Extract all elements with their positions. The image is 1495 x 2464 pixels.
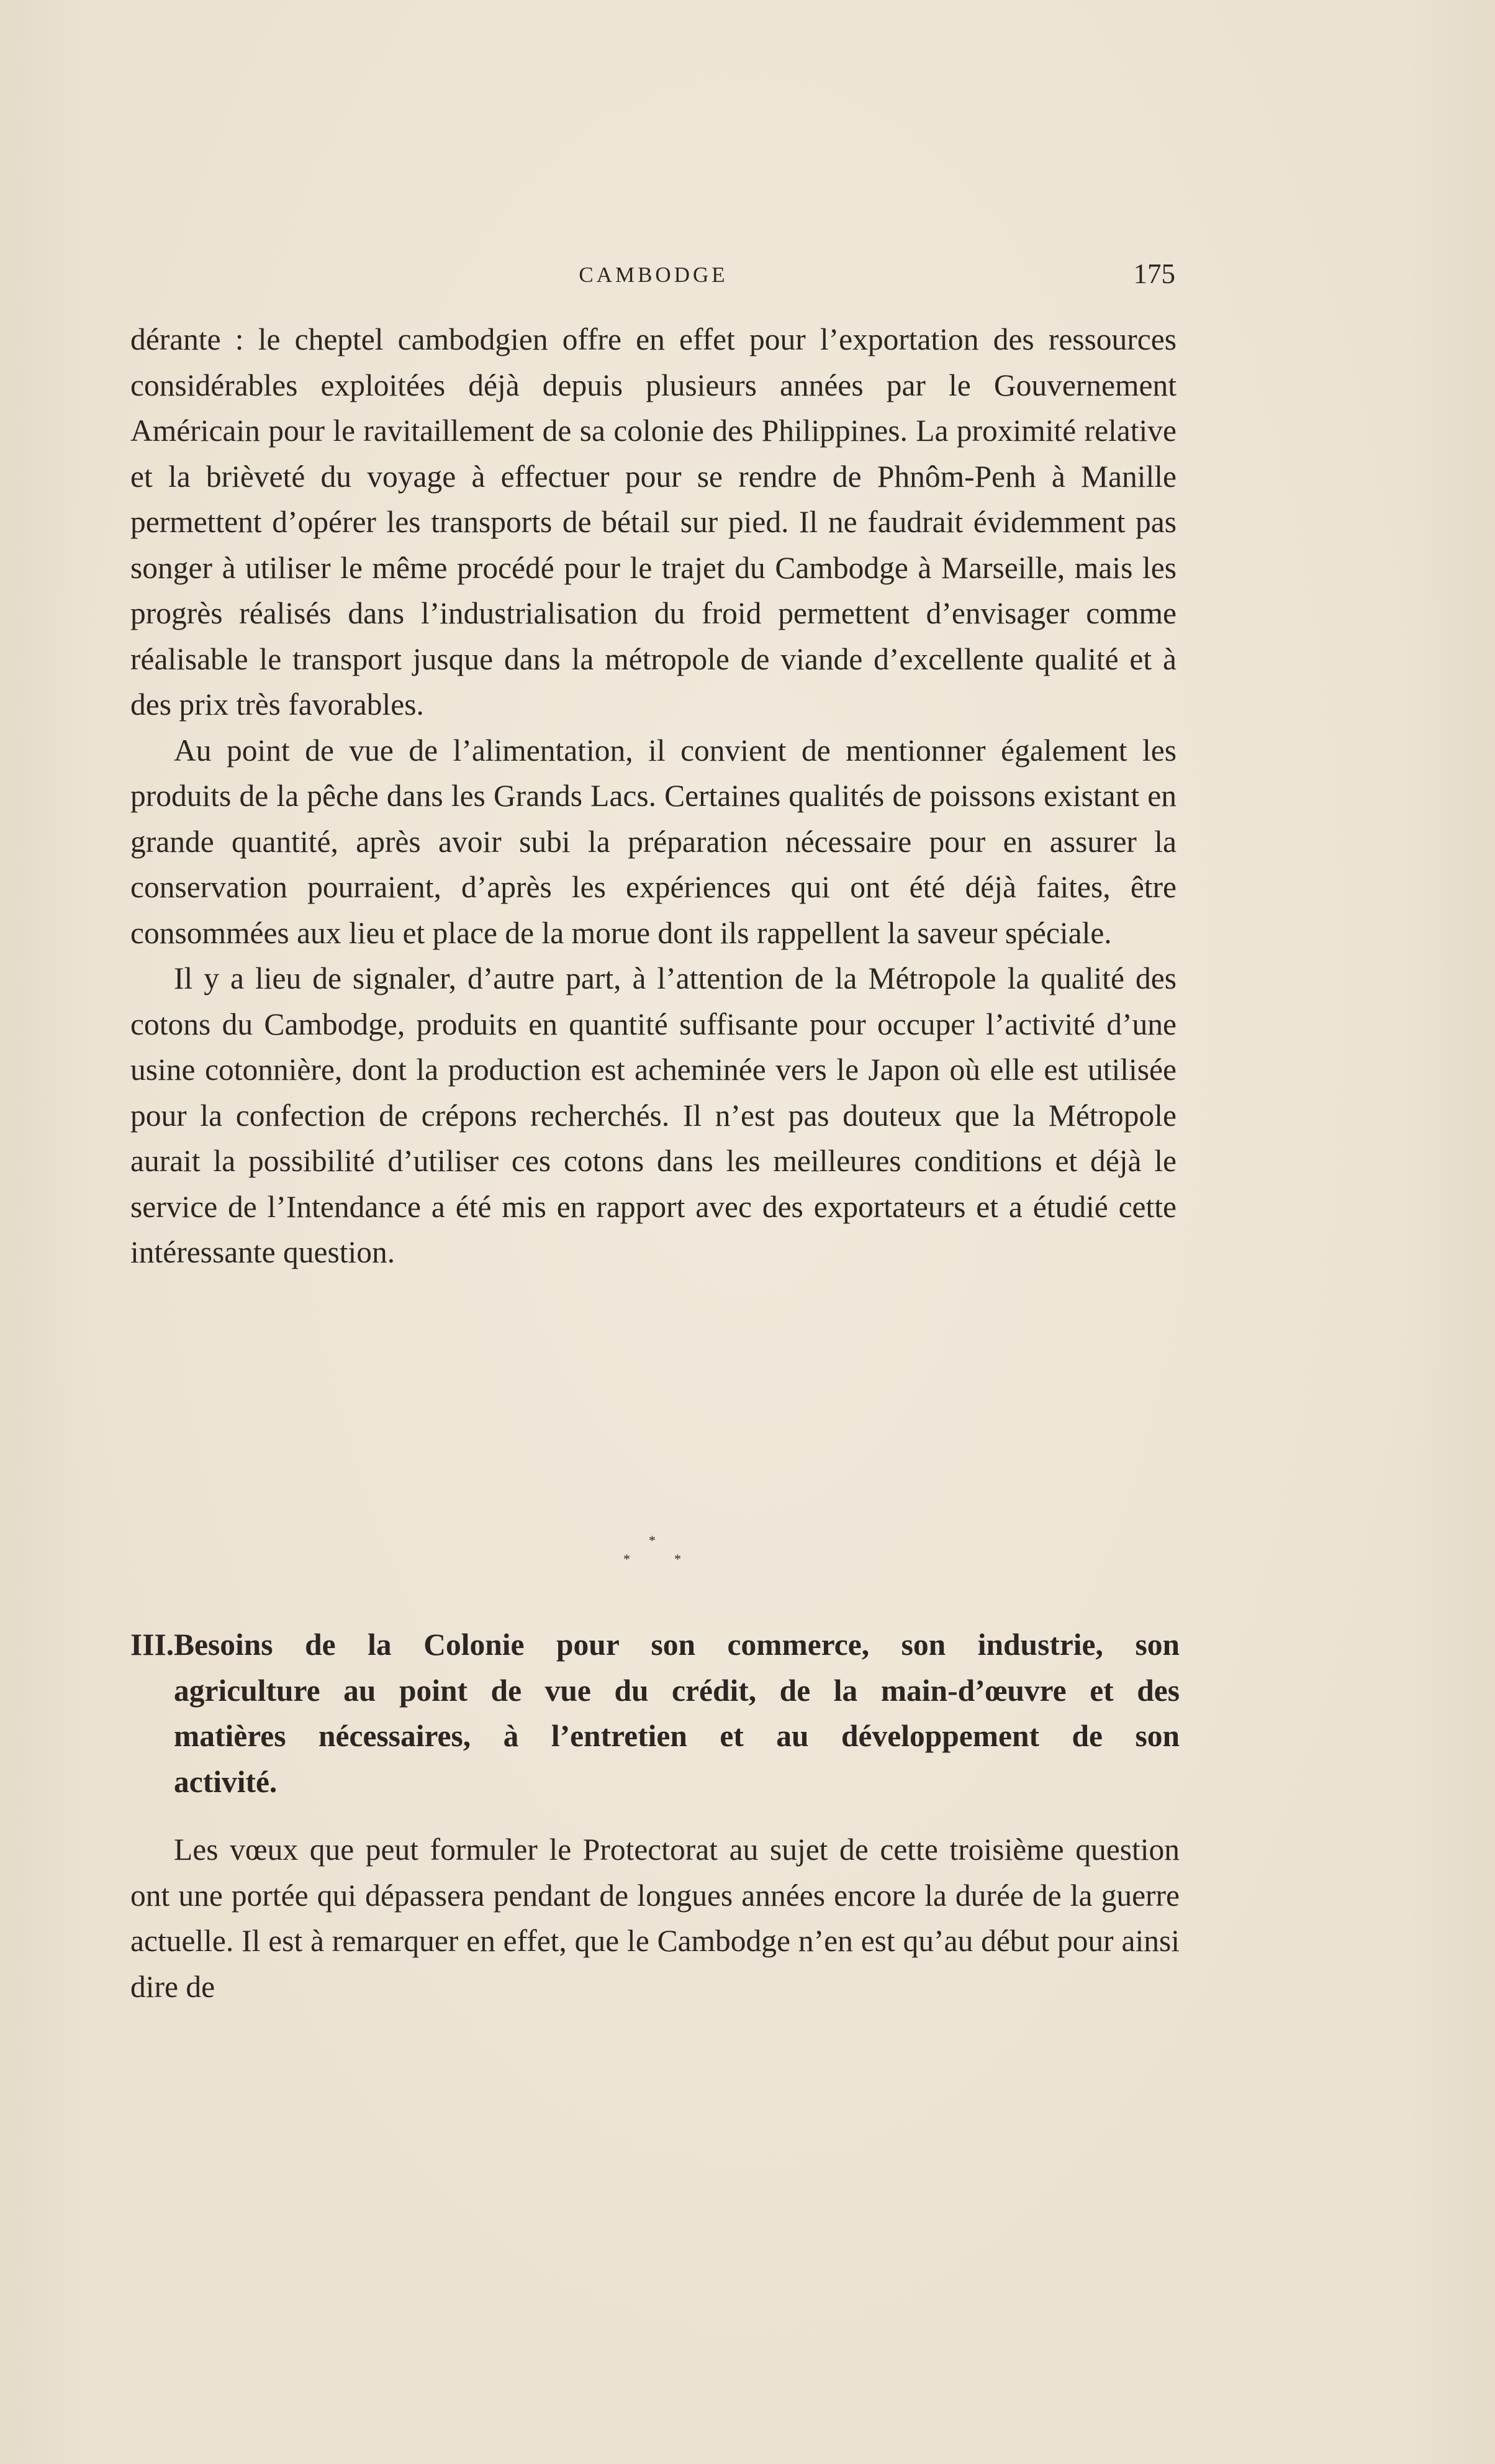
section-heading — [130, 1622, 1180, 1805]
section-title-line: Besoins de la Colonie pour son commerce, son industrie, son — [174, 1628, 1180, 1662]
section-separator-asterism — [0, 1529, 1495, 1572]
paragraph-cotons: Il y a lieu de signaler, d’autre part, à l’attention de la Métropole la qualité des cotons du Cambodge, produits en quantité suffisante pour occuper l’activité d’une usine cotonnière, dont la production est acheminée vers le Japon où elle est utilisée pour la confection de crépons recherchés. Il n’est pas douteux que la Métropole aurait la possibilité d’utiliser ces cotons dans les meilleures conditions et déjà le service de l’Intendance a été mis en rapport avec des exportateurs et a étudié cette intéressante question. — [130, 961, 1177, 1269]
section-title-line: activité. — [174, 1764, 278, 1799]
section-title-line: matières nécessaires, à l’entretien et au développement de son — [174, 1719, 1180, 1753]
running-header — [130, 258, 1177, 295]
running-title: CAMBODGE — [579, 263, 728, 287]
body-text — [130, 317, 1177, 1275]
separator-star: * — [674, 1551, 681, 1567]
separator-star: * — [649, 1533, 656, 1548]
section-title-line: agriculture au point de vue du crédit, de la main-d’œuvre et des — [174, 1673, 1180, 1708]
paragraph-cheptel: dérante : le cheptel cambodgien offre en effet pour l’exportation des ressources considérables exploitées déjà depuis plusieurs années par le Gouvernement Américain pour le ravitaillement de sa colonie des Philippines. La proximité relative et la brièveté du voyage à effectuer pour se rendre de Phnôm-Penh à Manille permettent d’opérer les transports de bétail sur pied. Il ne faudrait évidemment pas songer à utiliser le même procédé pour le trajet du Cambodge à Marseille, mais les progrès réalisés dans l’industrialisation du froid permettent d’envisager comme réalisable le transport jusque dans la métropole de viande d’excellente qualité et à des prix très favorables. — [130, 322, 1177, 722]
paragraph-voeux: Les vœux que peut formuler le Protectorat au sujet de cette troisième question ont une portée qui dépassera pendant de longues années encore la durée de la guerre actuelle. Il est à remarquer en effet, que le Cambodge n’en est qu’au début pour ainsi dire de — [130, 1832, 1180, 2004]
section-number: III. — [130, 1628, 174, 1662]
section-body — [130, 1827, 1180, 2009]
page-number: 175 — [1133, 258, 1175, 289]
paragraph-alimentation: Au point de vue de l’alimentation, il convient de mentionner également les produits de la pêche dans les Grands Lacs. Certaines qualités de poissons existant en grande quantité, après avoir subi la préparation nécessaire pour en assurer la conservation pourraient, d’après les expériences qui ont été déjà faites, être consommées aux lieu et place de la morue dont ils rappellent la saveur spéciale. — [130, 733, 1177, 950]
separator-star: * — [623, 1551, 630, 1567]
